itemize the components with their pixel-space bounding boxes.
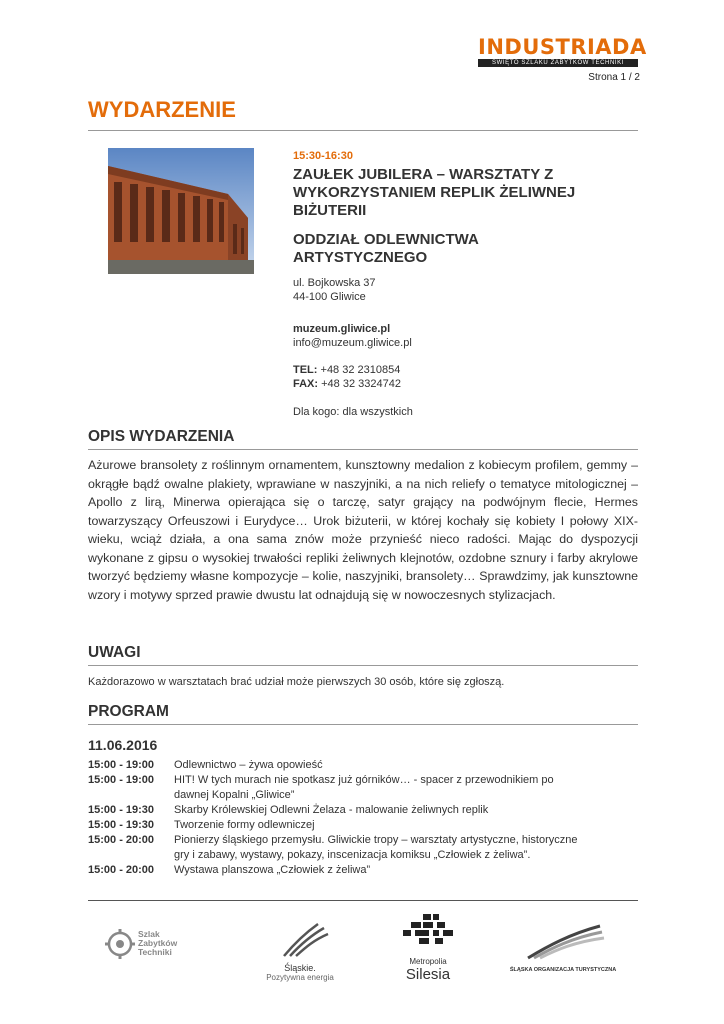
venue-photo [108,148,254,274]
logo-subtitle: ŚWIĘTO SZLAKU ZABYTKÓW TECHNIKI [478,59,638,67]
page-number: Strona 1 / 2 [588,72,640,83]
program-activity [174,773,638,803]
program-activity-line: dawnej Kopalni „Gliwice” [174,789,295,801]
program-row [88,773,638,803]
program-row [88,818,638,833]
program-row [88,758,638,773]
slaskie-line1: Śląskie. [284,963,316,973]
tel-value: +48 32 2310854 [320,364,401,376]
metropolia-line1: Metropolia [409,957,447,966]
program-activity [174,803,638,818]
sot-label: ŚLĄSKA ORGANIZACJA TURYSTYCZNA [509,967,617,973]
program-time: 15:00 - 19:30 [88,819,155,831]
slaskie-line2: Pozytywna energia [266,973,334,982]
fax-value: +48 32 3324742 [321,378,401,390]
program-heading: PROGRAM [88,703,169,720]
notes-heading: UWAGI [88,644,141,661]
szlak-zabytkow-logo [98,920,208,990]
slaskie-logo [250,920,350,990]
program-activity-line: Wystawa planszowa „Człowiek z żeliwa” [174,864,371,876]
fax-label: FAX: [293,378,319,390]
metropolia-silesia-logo [378,912,478,982]
industriada-logo [478,35,647,67]
program-row [88,803,638,818]
szlak-line3: Techniki [138,947,172,957]
program-activity-line: Odlewnictwo – żywa opowieść [174,759,323,771]
program-divider [88,724,638,725]
notes-text: Każdorazowo w warsztatach brać udział może pierwszych 30 osób, które się zgłoszą. [88,676,505,688]
address-city: 44-100 Gliwice [293,291,366,303]
slaska-organizacja-logo [508,922,618,992]
contact [293,322,412,350]
program-time: 15:00 - 19:00 [88,759,155,771]
phones [293,363,401,391]
email-link[interactable]: info@muzeum.gliwice.pl [293,337,412,349]
event-time: 15:30-16:30 [293,150,353,162]
program-activity [174,818,638,833]
program-activity-line: HIT! W tych murach nie spotkasz już górników… - spacer z przewodnikiem po [174,774,554,786]
logo-title: INDUSTRIADA [478,35,647,59]
program-activity [174,833,638,863]
program-activity-line: gry i zabawy, wystawy, pokazy, inscenizacja komiksu „Człowiek z żeliwa”. [174,849,531,861]
description-text: Ażurowe bransolety z roślinnym ornamentem, kunsztowny medalion z kobiecym profilem, gemmy – okrągłe bądź owalne plakiety, wprawiane w naszyjniki, a na nich reliefy o tematyce mitologicznej – Apollo z lirą, Minerwa opierająca się o tarczę, satyr grający na podwójnym flecie, Hermes towarzyszący Orfeuszowi i Eurydyce… Urok biżuterii, w której kochały się kobiety I połowy XIX-wieku, wciąż działa, a ona sama znów może przynieść nieco radości. Mając do dyspozycji wykonane z gipsu o wysokiej trwałości repliki żeliwnych klejnotów, ozdobne sznury i farby akrylowe tworzyć będziemy własne kompozycje – kolie, naszyjniki, bransolety… Sprawdzimy, jak kunsztowne wzory i motywy sprzed prawie dwustu lat odnajdują się w nowoczesnych stylizacjach. [88,458,638,602]
program-time: 15:00 - 20:00 [88,864,155,876]
program-time: 15:00 - 19:00 [88,774,155,786]
szlak-line2: Zabytków [138,938,178,948]
program-activity-line: Tworzenie formy odlewniczej [174,819,315,831]
program-activity-line: Skarby Królewskiej Odlewni Żelaza - malowanie żeliwnych replik [174,804,489,816]
address-street: ul. Bojkowska 37 [293,277,376,289]
venue-name: ODDZIAŁ ODLEWNICTWA ARTYSTYCZNEGO [293,231,479,266]
program-time: 15:00 - 20:00 [88,834,155,846]
tel-label: TEL: [293,364,318,376]
program-row [88,833,638,863]
page-title: WYDARZENIE [88,97,236,122]
description-divider [88,449,638,450]
szlak-line1: Szlak [138,929,160,939]
title-divider [88,130,638,131]
program-time: 15:00 - 19:30 [88,804,155,816]
audience: Dla kogo: dla wszystkich [293,406,413,418]
address [293,276,376,304]
program-activity [174,758,638,773]
event-title: ZAUŁEK JUBILERA – WARSZTATY Z WYKORZYSTANIEM REPLIK ŻELIWNEJ BIŻUTERII [293,166,576,219]
metropolia-line2: Silesia [405,966,451,983]
program-activity-line: Pionierzy śląskiego przemysłu. Gliwickie tropy – warsztaty artystyczne, historyczne [174,834,578,846]
program-activity [174,863,638,878]
website-link[interactable]: muzeum.gliwice.pl [293,323,391,335]
description-heading: OPIS WYDARZENIA [88,428,235,445]
program-list [88,758,638,878]
program-date: 11.06.2016 [88,737,158,753]
footer-divider [88,900,638,901]
notes-divider [88,665,638,666]
program-row [88,863,638,878]
